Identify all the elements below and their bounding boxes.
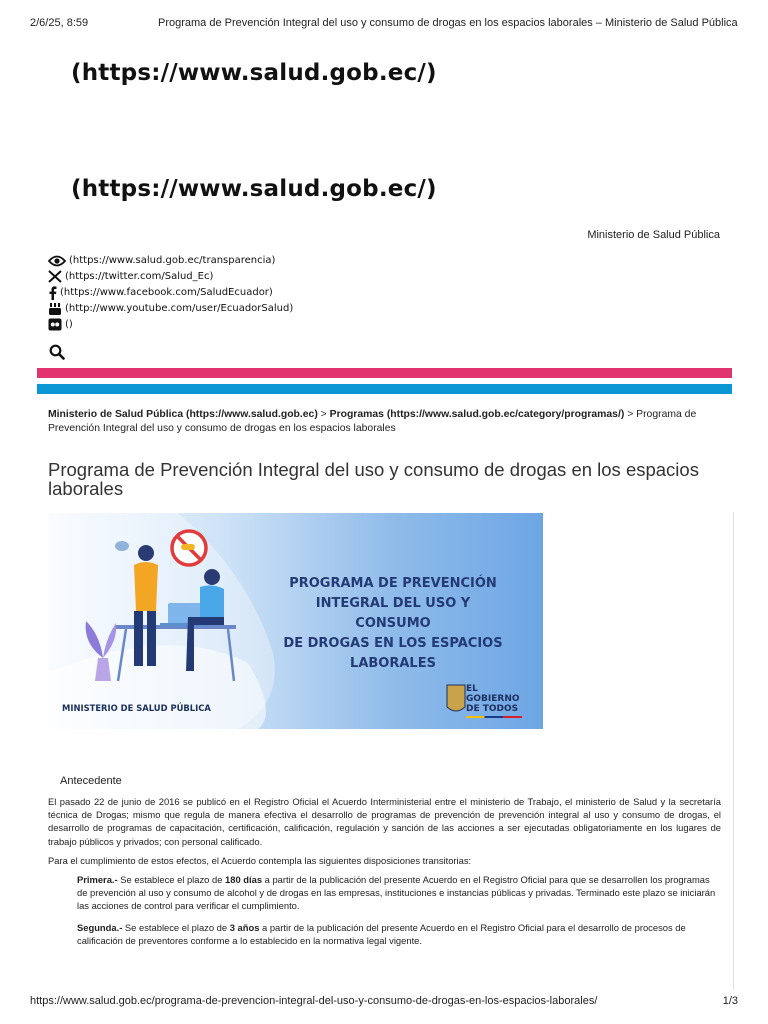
gob-line: EL [466,684,478,694]
logo-link[interactable]: (https://www.salud.gob.ec/) [71,60,437,86]
paragraph-antecedente: El pasado 22 de junio de 2016 se publicó en el Registro Oficial el Acuerdo Interministerial entre el ministerio de Trabajo, el ministerio de Salud y la secretaría técnica de Drogas; mismo que regula de manera efectiva el desarrollo de programas de prevención de prevención integral al uso y consumo de drogas, el desarrollo de programas de capacitación, certificación, calificación, regulación y sanción de las acciones a ser ejecutadas obligatoriamente en los lugares de trabajo públicos y privados; con personal calificado. [48,796,721,847]
disposicion-label: Primera.- [77,874,118,885]
banner-heading [278,574,508,674]
page-number: 1/3 [722,995,738,1007]
gob-line: DE TODOS [466,704,519,714]
blue-band [37,384,732,394]
print-page-title: Programa de Prevención Integral del uso y consumo de drogas en los espacios laborales – Ministerio de Salud Pública [158,17,738,29]
gob-line: GOBIERNO [466,694,520,704]
disposicion-highlight: 3 años [229,922,260,933]
banner-line: LABORALES [350,656,436,671]
banner-line: INTEGRAL DEL USO Y CONSUMO [315,596,471,631]
print-footer-url: https://www.salud.gob.ec/programa-de-prevencion-integral-del-uso-y-consumo-de-drogas-en-los-espacios-laborales/ [30,995,598,1007]
gobierno-color-bar [466,716,522,718]
section-heading: Antecedente [60,775,122,787]
logo-link-secondary[interactable]: (https://www.salud.gob.ec/) [71,176,437,202]
banner-ministerio-label: MINISTERIO DE SALUD PÚBLICA [62,703,211,713]
disposicion-text: a partir de la publicación del presente Acuerdo en el Registro Oficial para que se desarrollen los programas de prevención al uso y consumo de alcohol y de drogas en las empresas, instituciones e instancias públicas y privadas. Terminado este plazo se iniciarán las acciones de control para verificar el cumplimiento. [77,874,716,912]
page-title: Programa de Prevención Integral del uso y consumo de drogas en los espacios laborales [48,459,699,499]
breadcrumb-home-link[interactable]: Ministerio de Salud Pública (https://www.salud.gob.ec) [48,409,318,420]
facebook-icon [48,286,57,300]
gobierno-logo-text [466,684,520,714]
content-divider [733,512,734,990]
social-link-text: (https://www.facebook.com/SaludEcuador) [60,287,273,298]
breadcrumb-separator: > [624,409,637,420]
disposicion-primera [77,873,720,913]
breadcrumb-separator: > [317,409,330,420]
disposicion-segunda [77,921,720,947]
disposicion-label: Segunda.- [77,922,123,933]
banner-line: PROGRAMA DE PREVENCIÓN [289,576,497,591]
disposicion-text: Se establece el plazo de [122,922,230,933]
banner-line: DE DROGAS EN LOS ESPACIOS [283,636,503,651]
eye-icon [48,255,66,267]
social-link-text: (http://www.youtube.com/user/EcuadorSalud) [65,303,294,314]
youtube-icon [48,302,62,316]
social-link-flickr[interactable] [48,317,73,332]
pink-band [37,368,732,378]
social-link-text: (https://twitter.com/Salud_Ec) [65,271,214,282]
breadcrumb-current: Programa de Prevención Integral del uso y consumo de drogas en los espacios laborales [48,409,697,434]
disposicion-highlight: 180 días [225,874,263,885]
ministerio-label: Ministerio de Salud Pública [587,229,720,241]
breadcrumb [48,408,728,435]
social-link-twitter[interactable] [48,269,213,284]
breadcrumb-programas-link[interactable]: Programas (https://www.salud.gob.ec/category/programas/) [329,409,625,420]
social-link-text: (https://www.salud.gob.ec/transparencia) [69,255,276,266]
social-link-facebook[interactable] [48,285,273,300]
x-twitter-icon [48,270,62,283]
social-link-youtube[interactable] [48,301,293,316]
program-banner-image [48,513,543,729]
paragraph-disposiciones: Para el cumplimiento de estos efectos, el Acuerdo contempla las siguientes disposiciones transitorias: [48,855,472,866]
search-icon[interactable] [49,344,65,365]
print-datetime: 2/6/25, 8:59 [30,17,89,29]
disposicion-text: Se establece el plazo de [117,874,226,885]
flickr-icon [48,318,62,331]
social-link-transparencia[interactable] [48,253,275,268]
social-link-text: () [65,319,73,330]
disposicion-text: a partir de la publicación del presente Acuerdo en el Registro Oficial para el desarrollo de procesos de calificación de preventores conforme a lo establecido en la normativa legal vigente. [77,922,686,947]
